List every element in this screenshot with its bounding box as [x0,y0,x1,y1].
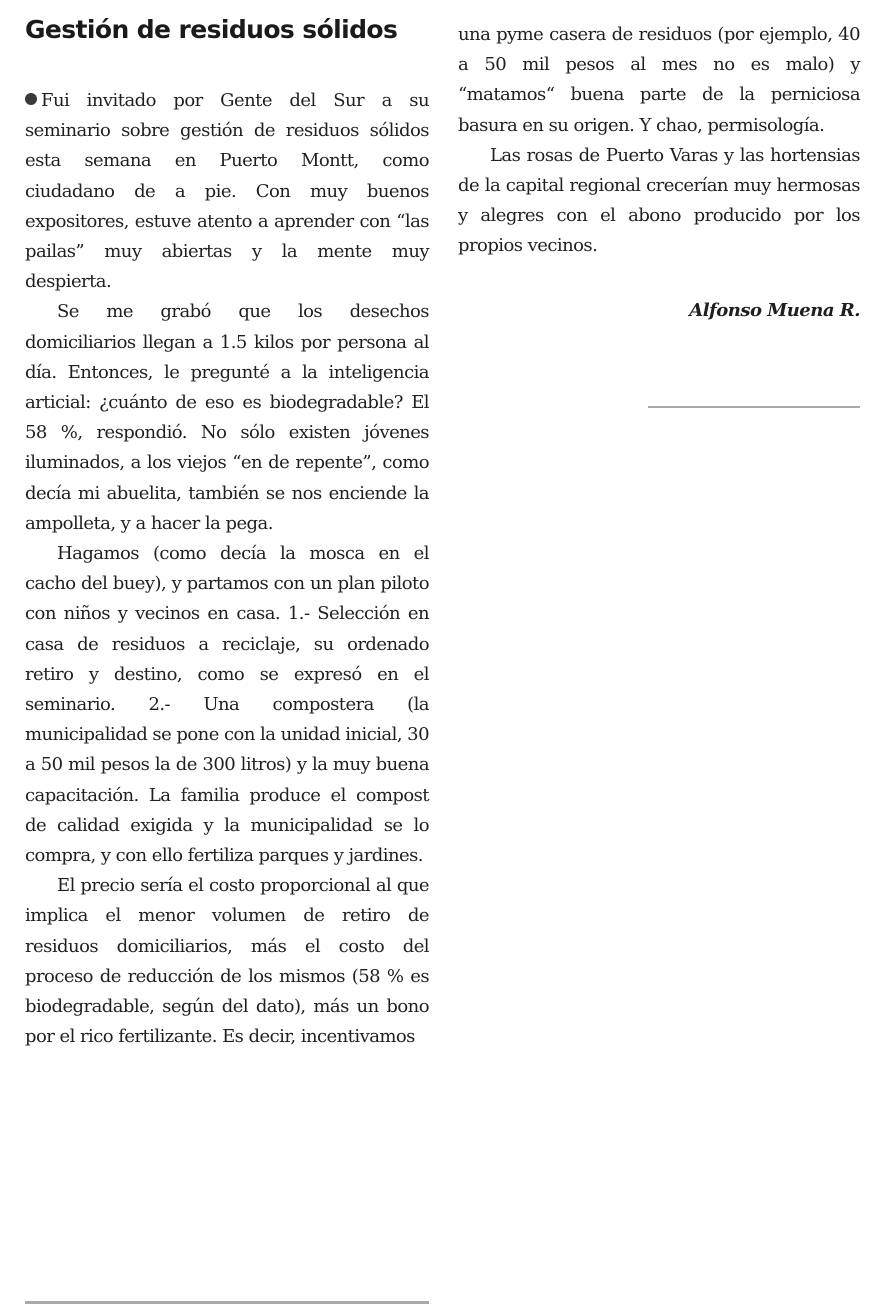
left-column [25,10,429,1053]
bullet-icon [25,93,37,105]
paragraph-5: una pyme casera de residuos (por ejemplo, 40 a 50 mil pesos al mes no es malo) y “matamos“ buena parte de la perniciosa basura en su origen. Y chao, permisología. [458,24,860,136]
paragraph-3: Hagamos (como decía la mosca en el cacho del buey), y partamos con un plan piloto con niños y vecinos en casa. 1.- Selección en casa de residuos a reciclaje, su ordenado retiro y destino, como se expresó en el seminario. 2.- Una compostera (la municipalidad se pone con la unidad inicial, 30 a 50 mil pesos la de 300 litros) y la muy buena capacitación. La familia produce el compost de calidad exigida y la municipalidad se lo compra, y con ello fertiliza parques y jardines. [25,543,429,867]
paragraph-4: El precio sería el costo proporcional al que implica el menor volumen de retiro de residuos domiciliarios, más el costo del proceso de reducción de los mismos (58 % es biodegradable, según del dato), más un bono por el rico fertilizante. Es decir, incentivamos [25,875,429,1048]
article-title: Gestión de residuos sólidos [25,15,398,44]
bottom-divider [25,1301,429,1304]
paragraph-1-text: Fui invitado por Gente del Sur a su seminario sobre gestión de residuos sólidos esta semana en Puerto Montt, como ciudadano de a pie. Con muy buenos expositores, estuve atento a aprender con “las pailas” muy abiertas y la mente muy despierta. [25,90,429,293]
signature-divider [648,406,860,408]
paragraph-6: Las rosas de Puerto Varas y las hortensias de la capital regional crecerían muy hermosas y alegres con el abono producido por los propios vecinos. [458,144,860,257]
author-signature: Alfonso Muena R. [689,299,860,321]
paragraph-2: Se me grabó que los desechos domiciliarios llegan a 1.5 kilos por persona al día. Entonces, le pregunté a la inteligencia articial: ¿cuánto de eso es biodegradable? El 58 %, respondió. No sólo existen jóvenes iluminados, a los viejos “en de repente”, como decía mi abuelita, también se nos enciende la ampolleta, y a hacer la pega. [25,301,429,534]
right-column [458,20,860,326]
paragraph-1 [25,86,429,297]
